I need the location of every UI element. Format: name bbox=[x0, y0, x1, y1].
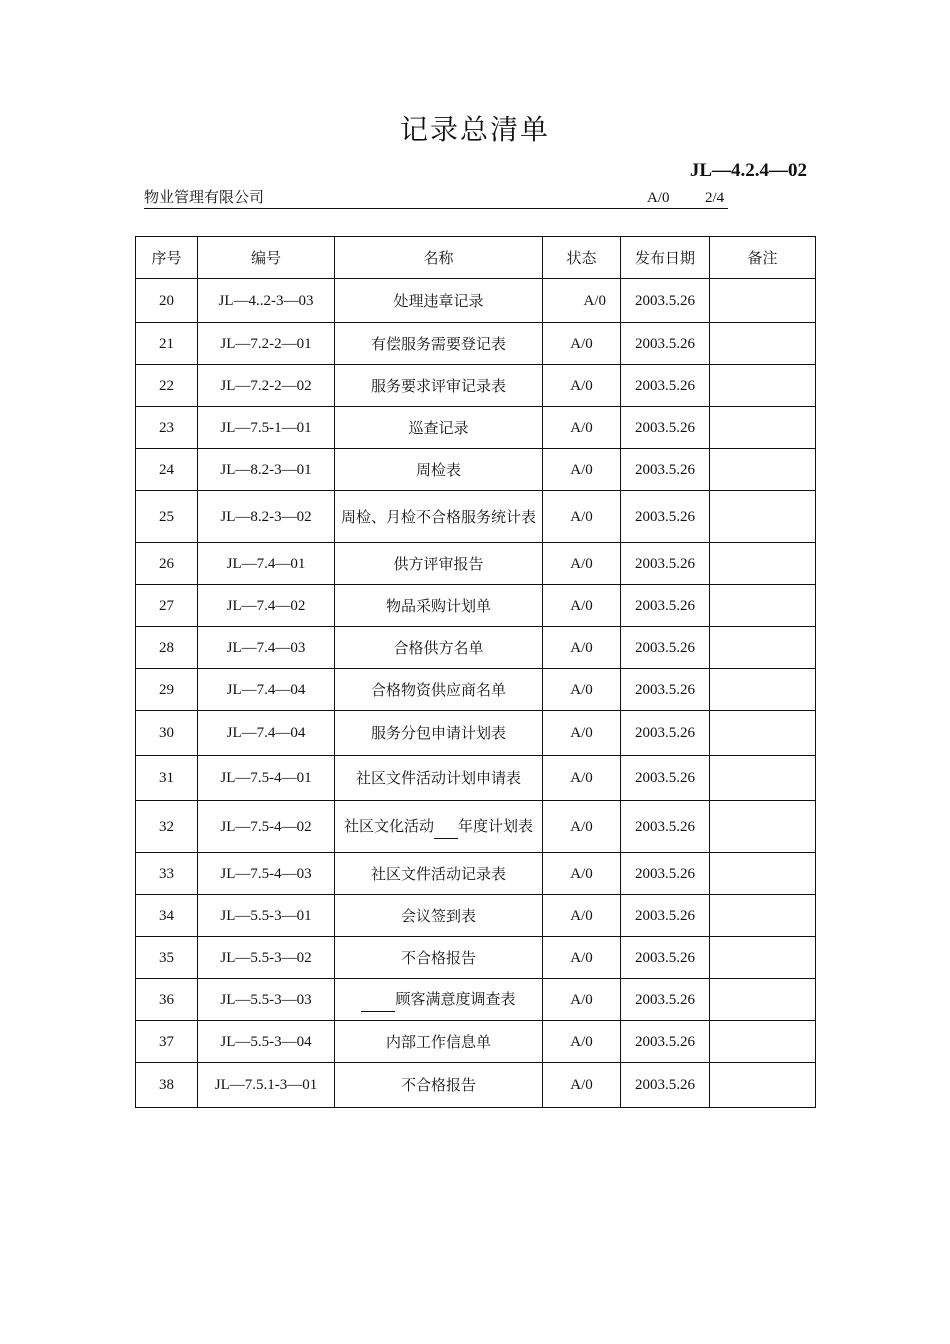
blank-underline bbox=[434, 814, 458, 839]
cell-serial: 31 bbox=[136, 756, 198, 801]
cell-date: 2003.5.26 bbox=[621, 979, 710, 1021]
blank-underline bbox=[361, 987, 395, 1012]
cell-code: JL—7.5-4—02 bbox=[198, 801, 335, 853]
cell-name: 内部工作信息单 bbox=[335, 1021, 543, 1063]
cell-status: A/0 bbox=[543, 853, 621, 895]
table-row bbox=[136, 669, 816, 711]
document-title: 记录总清单 bbox=[399, 113, 550, 146]
cell-date: 2003.5.26 bbox=[621, 937, 710, 979]
cell-remark bbox=[710, 756, 816, 801]
cell-code: JL—5.5-3—02 bbox=[198, 937, 335, 979]
cell-serial: 27 bbox=[136, 585, 198, 627]
table-row bbox=[136, 279, 816, 323]
cell-status: A/0 bbox=[543, 801, 621, 853]
table-row bbox=[136, 895, 816, 937]
cell-serial: 29 bbox=[136, 669, 198, 711]
cell-code: JL—7.5-1—01 bbox=[198, 407, 335, 449]
cell-code: JL—7.5.1-3—01 bbox=[198, 1063, 335, 1108]
cell-name: 不合格报告 bbox=[335, 937, 543, 979]
cell-status: A/0 bbox=[543, 449, 621, 491]
header-serial: 序号 bbox=[136, 237, 198, 279]
cell-remark bbox=[710, 365, 816, 407]
cell-name: 有偿服务需要登记表 bbox=[335, 323, 543, 365]
cell-status: A/0 bbox=[543, 1063, 621, 1108]
cell-code: JL—7.5-4—03 bbox=[198, 853, 335, 895]
cell-remark bbox=[710, 979, 816, 1021]
table-row bbox=[136, 323, 816, 365]
cell-date: 2003.5.26 bbox=[621, 853, 710, 895]
cell-status: A/0 bbox=[543, 895, 621, 937]
cell-code: JL—5.5-3—01 bbox=[198, 895, 335, 937]
cell-status: A/0 bbox=[543, 937, 621, 979]
company-name: 物业管理有限公司 bbox=[144, 188, 265, 206]
cell-code: JL—8.2-3—01 bbox=[198, 449, 335, 491]
cell-remark bbox=[710, 1021, 816, 1063]
cell-status: A/0 bbox=[543, 979, 621, 1021]
cell-remark bbox=[710, 853, 816, 895]
cell-status: A/0 bbox=[543, 323, 621, 365]
cell-code: JL—7.5-4—01 bbox=[198, 756, 335, 801]
cell-serial: 28 bbox=[136, 627, 198, 669]
cell-remark bbox=[710, 543, 816, 585]
cell-serial: 25 bbox=[136, 491, 198, 543]
table-row bbox=[136, 627, 816, 669]
cell-name: 供方评审报告 bbox=[335, 543, 543, 585]
cell-code: JL—5.5-3—04 bbox=[198, 1021, 335, 1063]
cell-date: 2003.5.26 bbox=[621, 407, 710, 449]
cell-remark bbox=[710, 669, 816, 711]
cell-date: 2003.5.26 bbox=[621, 585, 710, 627]
cell-status: A/0 bbox=[543, 711, 621, 756]
version-label: A/0 bbox=[647, 190, 670, 206]
cell-status: A/0 bbox=[543, 627, 621, 669]
table-row bbox=[136, 1063, 816, 1108]
cell-name: 服务分包申请计划表 bbox=[335, 711, 543, 756]
cell-name-text: 顾客满意度调查表 bbox=[395, 990, 516, 1008]
cell-name: 物品采购计划单 bbox=[335, 585, 543, 627]
cell-remark bbox=[710, 449, 816, 491]
cell-serial: 32 bbox=[136, 801, 198, 853]
cell-date: 2003.5.26 bbox=[621, 669, 710, 711]
cell-serial: 22 bbox=[136, 365, 198, 407]
cell-remark bbox=[710, 627, 816, 669]
cell-date: 2003.5.26 bbox=[621, 449, 710, 491]
cell-remark bbox=[710, 711, 816, 756]
cell-status: A/0 bbox=[543, 543, 621, 585]
cell-date: 2003.5.26 bbox=[621, 279, 710, 323]
cell-serial: 33 bbox=[136, 853, 198, 895]
records-table bbox=[135, 236, 816, 1108]
cell-code: JL—7.2-2—02 bbox=[198, 365, 335, 407]
header-status: 状态 bbox=[543, 237, 621, 279]
cell-name: 周检、月检不合格服务统计表 bbox=[335, 491, 543, 543]
cell-serial: 21 bbox=[136, 323, 198, 365]
cell-serial: 38 bbox=[136, 1063, 198, 1108]
cell-status: A/0 bbox=[543, 585, 621, 627]
cell-name: 周检表 bbox=[335, 449, 543, 491]
header-name: 名称 bbox=[335, 237, 543, 279]
cell-name bbox=[335, 979, 543, 1021]
cell-code: JL—7.4—04 bbox=[198, 711, 335, 756]
cell-date: 2003.5.26 bbox=[621, 711, 710, 756]
cell-status: A/0 bbox=[543, 669, 621, 711]
cell-name: 社区文件活动记录表 bbox=[335, 853, 543, 895]
cell-remark bbox=[710, 801, 816, 853]
table-header-row bbox=[136, 237, 816, 279]
table-row bbox=[136, 543, 816, 585]
cell-code: JL—7.4—04 bbox=[198, 669, 335, 711]
cell-remark bbox=[710, 279, 816, 323]
cell-status: A/0 bbox=[543, 756, 621, 801]
table-row bbox=[136, 365, 816, 407]
table-row bbox=[136, 585, 816, 627]
table-row bbox=[136, 711, 816, 756]
cell-status: A/0 bbox=[543, 365, 621, 407]
cell-date: 2003.5.26 bbox=[621, 491, 710, 543]
table-row bbox=[136, 407, 816, 449]
table-row bbox=[136, 937, 816, 979]
cell-date: 2003.5.26 bbox=[621, 543, 710, 585]
cell-name: 服务要求评审记录表 bbox=[335, 365, 543, 407]
cell-serial: 37 bbox=[136, 1021, 198, 1063]
cell-remark bbox=[710, 1063, 816, 1108]
table-row bbox=[136, 979, 816, 1021]
cell-status: A/0 bbox=[543, 491, 621, 543]
cell-name bbox=[335, 801, 543, 853]
cell-serial: 30 bbox=[136, 711, 198, 756]
cell-serial: 24 bbox=[136, 449, 198, 491]
cell-serial: 23 bbox=[136, 407, 198, 449]
document-header-line bbox=[144, 188, 728, 209]
cell-remark bbox=[710, 407, 816, 449]
cell-remark bbox=[710, 585, 816, 627]
cell-name: 不合格报告 bbox=[335, 1063, 543, 1108]
page-number: 2/4 bbox=[705, 190, 725, 206]
cell-status: A/0 bbox=[543, 1021, 621, 1063]
cell-date: 2003.5.26 bbox=[621, 1021, 710, 1063]
cell-name: 处理违章记录 bbox=[335, 279, 543, 323]
cell-remark bbox=[710, 895, 816, 937]
table-row bbox=[136, 853, 816, 895]
cell-remark bbox=[710, 937, 816, 979]
document-number: JL—4.2.4—02 bbox=[689, 160, 807, 181]
table-row bbox=[136, 1021, 816, 1063]
cell-code: JL—8.2-3—02 bbox=[198, 491, 335, 543]
cell-status: A/0 bbox=[543, 407, 621, 449]
cell-name: 会议签到表 bbox=[335, 895, 543, 937]
cell-code: JL—4..2-3—03 bbox=[198, 279, 335, 323]
cell-date: 2003.5.26 bbox=[621, 627, 710, 669]
cell-date: 2003.5.26 bbox=[621, 323, 710, 365]
cell-date: 2003.5.26 bbox=[621, 1063, 710, 1108]
cell-date: 2003.5.26 bbox=[621, 756, 710, 801]
cell-serial: 35 bbox=[136, 937, 198, 979]
cell-serial: 20 bbox=[136, 279, 198, 323]
header-code: 编号 bbox=[198, 237, 335, 279]
cell-serial: 36 bbox=[136, 979, 198, 1021]
cell-code: JL—7.4—03 bbox=[198, 627, 335, 669]
table-row bbox=[136, 491, 816, 543]
cell-code: JL—7.4—02 bbox=[198, 585, 335, 627]
cell-code: JL—7.4—01 bbox=[198, 543, 335, 585]
cell-name: 巡查记录 bbox=[335, 407, 543, 449]
cell-serial: 26 bbox=[136, 543, 198, 585]
cell-code: JL—5.5-3—03 bbox=[198, 979, 335, 1021]
cell-name: 合格供方名单 bbox=[335, 627, 543, 669]
cell-name-part1: 社区文化活动 bbox=[343, 817, 434, 835]
cell-date: 2003.5.26 bbox=[621, 895, 710, 937]
table-row bbox=[136, 756, 816, 801]
header-remark: 备注 bbox=[710, 237, 816, 279]
cell-date: 2003.5.26 bbox=[621, 801, 710, 853]
table-row bbox=[136, 449, 816, 491]
cell-code: JL—7.2-2—01 bbox=[198, 323, 335, 365]
cell-name: 社区文件活动计划申请表 bbox=[335, 756, 543, 801]
cell-status: A/0 bbox=[543, 279, 621, 323]
cell-name: 合格物资供应商名单 bbox=[335, 669, 543, 711]
cell-remark bbox=[710, 323, 816, 365]
cell-remark bbox=[710, 491, 816, 543]
cell-serial: 34 bbox=[136, 895, 198, 937]
table-row bbox=[136, 801, 816, 853]
cell-name-part2: 年度计划表 bbox=[458, 817, 534, 835]
header-date: 发布日期 bbox=[621, 237, 710, 279]
cell-date: 2003.5.26 bbox=[621, 365, 710, 407]
